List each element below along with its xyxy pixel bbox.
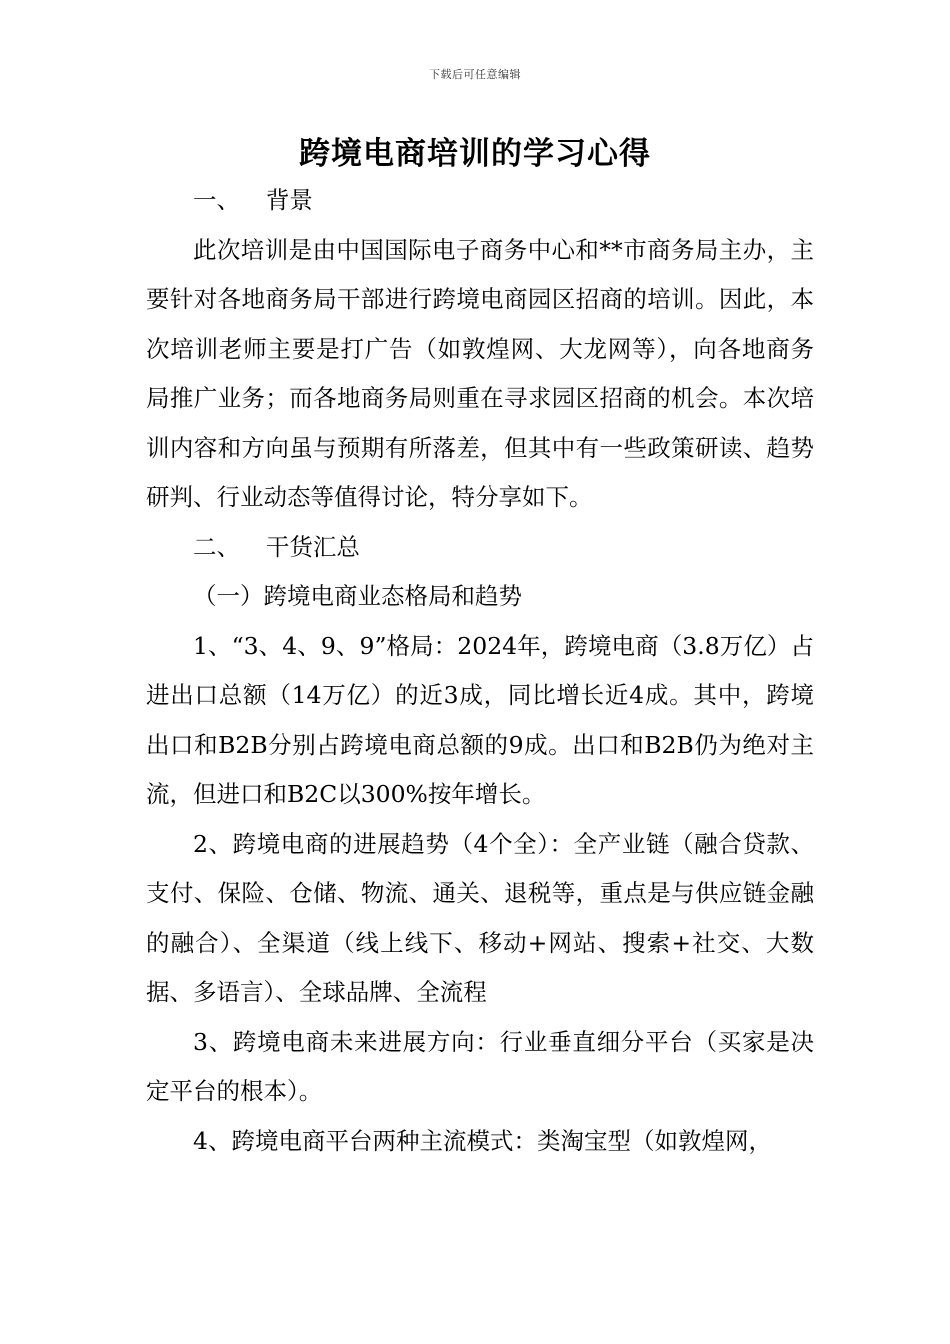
header-note: 下载后可任意编辑 bbox=[429, 68, 521, 81]
section-number: 二、 bbox=[193, 532, 240, 561]
section-heading-1 bbox=[146, 176, 814, 226]
list-item-3: 3、跨境电商未来进展方向：行业垂直细分平台（买家是决定平台的根本）。 bbox=[146, 1027, 814, 1105]
section-number: 一、 bbox=[193, 186, 240, 214]
section-heading-2 bbox=[146, 523, 814, 573]
list-item-4: 4、跨境电商平台两种主流模式：类淘宝型（如敦煌网， bbox=[193, 1126, 772, 1155]
document-body bbox=[146, 176, 814, 1166]
section-title: 背景 bbox=[265, 186, 313, 214]
paragraph-background: 此次培训是由中国国际电子商务中心和**市商务局主办，主要针对各地商务局干部进行跨境电商园区招商的培训。因此，本次培训老师主要是打广告（如敦煌网、大龙网等），向各地商务局推广业务；而各地商务局则重在寻求园区招商的机会。本次培训内容和方向虽与预期有所落差，但其中有一些政策研读、趋势研判、行业动态等值得讨论，特分享如下。 bbox=[146, 235, 814, 511]
list-item-2: 2、跨境电商的进展趋势（4个全）：全产业链（融合贷款、支付、保险、仓储、物流、通关、退税等，重点是与供应链金融的融合）、全渠道（线上线下、移动+网站、搜索+社交、大数据、多语言）、全球品牌、全流程 bbox=[146, 829, 814, 1006]
list-item-1: 1、“3、4、9、9”格局：2024年，跨境电商（3.8万亿）占进出口总额（14万亿）的近3成，同比增长近4成。其中，跨境出口和B2B分别占跨境电商总额的9成。出口和B2B仍为绝对主流，但进口和B2C以300%按年增长。 bbox=[146, 631, 814, 808]
subsection-heading: （一）跨境电商业态格局和趋势 bbox=[193, 582, 522, 610]
document-title: 跨境电商培训的学习心得 bbox=[299, 136, 651, 172]
section-title: 干货汇总 bbox=[265, 532, 360, 561]
